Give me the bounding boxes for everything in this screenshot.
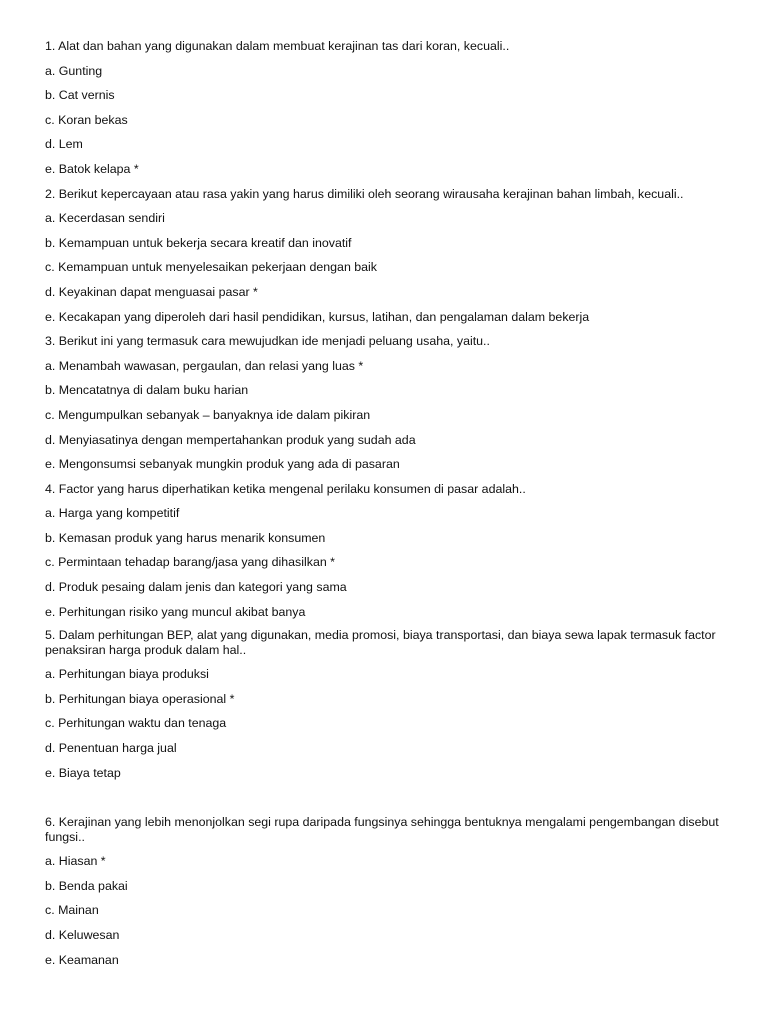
answer-option: e. Perhitungan risiko yang muncul akibat banya — [45, 604, 306, 619]
answer-option: d. Keyakinan dapat menguasai pasar * — [45, 284, 258, 299]
answer-option: b. Cat vernis — [45, 88, 115, 103]
blank-spacer — [45, 789, 728, 815]
answer-option: c. Kemampuan untuk menyelesaikan pekerjaan dengan baik — [45, 260, 378, 275]
answer-option: e. Keamanan — [45, 952, 119, 967]
answer-option: c. Perhitungan waktu dan tenaga — [45, 716, 227, 731]
answer-option: c. Permintaan tehadap barang/jasa yang dihasilkan * — [45, 555, 335, 570]
answer-option: d. Lem — [45, 137, 83, 152]
question-text: 6. Kerajinan yang lebih menonjolkan segi rupa daripada fungsinya sehingga bentuknya mengalami pengembangan disebut fungsi.. — [45, 815, 719, 845]
answer-option: a. Gunting — [45, 63, 103, 78]
question-block-6 — [45, 815, 728, 976]
answer-option: e. Kecakapan yang diperoleh dari hasil pendidikan, kursus, latihan, dan pengalaman dalam bekerja — [45, 309, 590, 324]
answer-option: d. Produk pesaing dalam jenis dan kategori yang sama — [45, 580, 347, 595]
question-text: 3. Berikut ini yang termasuk cara mewujudkan ide menjadi peluang usaha, yaitu.. — [45, 334, 490, 349]
question-block-2 — [45, 186, 728, 334]
answer-option: c. Mainan — [45, 903, 99, 918]
question-block-4 — [45, 481, 728, 629]
answer-option: a. Perhitungan biaya produksi — [45, 667, 209, 682]
question-block-5 — [45, 628, 728, 789]
answer-option: e. Mengonsumsi sebanyak mungkin produk yang ada di pasaran — [45, 457, 400, 472]
question-text: 5. Dalam perhitungan BEP, alat yang digunakan, media promosi, biaya transportasi, dan biaya sewa lapak termasuk factor penaksiran harga produk dalam hal.. — [45, 628, 716, 658]
answer-option: a. Kecerdasan sendiri — [45, 211, 165, 226]
answer-option: a. Harga yang kompetitif — [45, 506, 180, 521]
question-block-1 — [45, 38, 728, 186]
answer-option: a. Hiasan * — [45, 854, 106, 869]
question-block-3 — [45, 333, 728, 481]
answer-option: b. Benda pakai — [45, 878, 128, 893]
answer-option: e. Biaya tetap — [45, 765, 121, 780]
answer-option: d. Penentuan harga jual — [45, 741, 177, 756]
question-text: 4. Factor yang harus diperhatikan ketika mengenal perilaku konsumen di pasar adalah.. — [45, 481, 526, 496]
answer-option: b. Kemampuan untuk bekerja secara kreatif dan inovatif — [45, 235, 352, 250]
answer-option: b. Mencatatnya di dalam buku harian — [45, 383, 249, 398]
answer-option: b. Perhitungan biaya operasional * — [45, 691, 235, 706]
question-text: 1. Alat dan bahan yang digunakan dalam membuat kerajinan tas dari koran, kecuali.. — [45, 39, 510, 53]
answer-option: d. Menyiasatinya dengan mempertahankan produk yang sudah ada — [45, 432, 416, 447]
answer-option: d. Keluwesan — [45, 928, 120, 942]
answer-option: c. Mengumpulkan sebanyak – banyaknya ide dalam pikiran — [45, 407, 371, 422]
answer-option: a. Menambah wawasan, pergaulan, dan relasi yang luas * — [45, 358, 364, 373]
question-text: 2. Berikut kepercayaan atau rasa yakin yang harus dimiliki oleh seorang wirausaha kerajinan bahan limbah, kecuali.. — [45, 186, 684, 201]
answer-option: e. Batok kelapa * — [45, 161, 139, 176]
answer-option: c. Koran bekas — [45, 112, 128, 127]
answer-option: b. Kemasan produk yang harus menarik konsumen — [45, 530, 326, 545]
